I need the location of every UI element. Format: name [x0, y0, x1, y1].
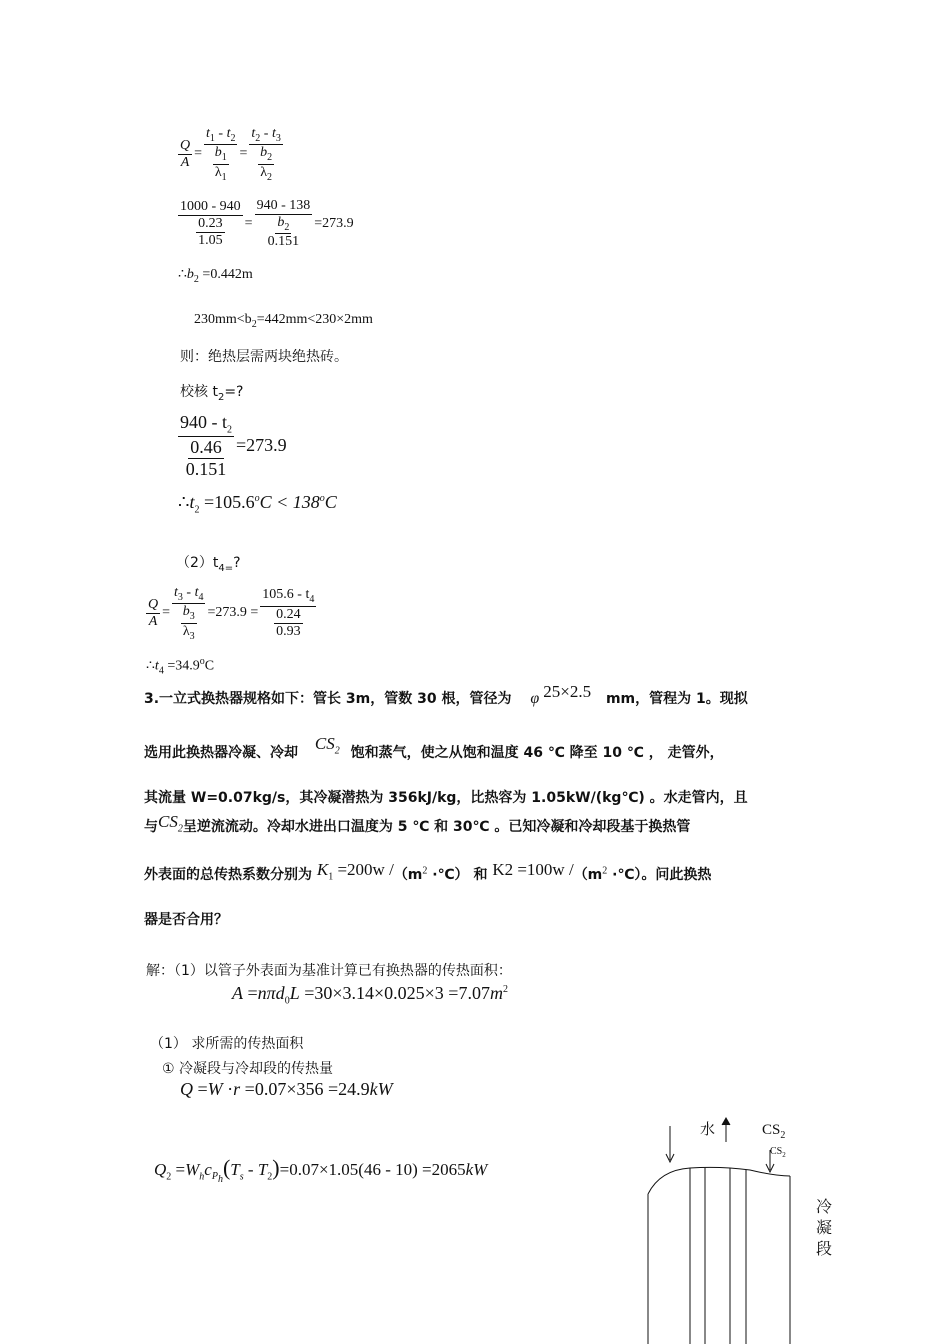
sub: 3 — [189, 611, 195, 623]
problem-line-2 — [144, 734, 824, 764]
condensing-section-label — [816, 1196, 832, 1259]
t3-symbol: t — [271, 126, 276, 141]
problem-text: 外表面的总传热系数分别为 — [144, 867, 312, 883]
numerator: 105.6 - t — [262, 587, 310, 603]
sub: 2 — [255, 132, 261, 144]
check-text-rest: =? — [224, 384, 244, 400]
sub: 2 — [334, 745, 340, 757]
comparison-text-a: 230mm<b — [194, 312, 252, 327]
phi-symbol: φ — [530, 690, 540, 707]
result-value: =273.9 — [314, 216, 354, 232]
q-value: =0.07×356 =24.9 — [244, 1079, 370, 1099]
check-text: 校核 t — [180, 384, 218, 400]
a-symbol: A — [148, 613, 158, 629]
unit: C — [204, 658, 215, 674]
problem-line-3: 其流量 W=0.07kg/s，其冷凝潜热为 356kJ/kg，比热容为 1.05kW/(kg℃) 。水走管内，且 — [144, 790, 748, 806]
unit: ·℃） — [607, 867, 642, 883]
a-symbol: A — [180, 154, 190, 170]
t4-symbol: t — [194, 585, 199, 600]
equation-t4-result: $\therefore t_4 =34.9^oC$ — [146, 656, 215, 677]
sub: 2 — [284, 221, 290, 233]
problem-line-6: 器是否合用？ — [144, 912, 228, 928]
conductivity-1: 1.05 — [198, 233, 223, 249]
step1-heading: （1） 求所需的传热面积 — [150, 1036, 304, 1052]
water-label: 水 — [700, 1120, 716, 1138]
unit: （m — [393, 867, 423, 883]
cs2-text: CS — [770, 1146, 783, 1157]
conductivity: 0.93 — [276, 623, 301, 639]
problem-text: 和 — [473, 867, 488, 883]
pipe-dimension: 25×2.5 — [543, 682, 592, 701]
sub: 1 — [328, 871, 334, 883]
part2-rest: ? — [233, 555, 241, 571]
b2-value: =0.442m — [202, 267, 253, 282]
thickness: 0.46 — [190, 437, 222, 458]
q-symbol: Q — [178, 138, 192, 155]
comparison-text-b: =442mm<230×2mm — [256, 312, 373, 327]
thickness-1: 0.23 — [196, 216, 225, 233]
problem-text: 与 — [144, 819, 158, 835]
t2-symbol: t — [226, 126, 231, 141]
area-value: =30×3.14×0.025×3 =7.07 — [304, 983, 490, 1003]
conductivity-2: 0.151 — [267, 234, 300, 250]
problem-line-4 — [144, 812, 824, 838]
t2-symbol: t — [251, 126, 256, 141]
problem-text: mm，管程为 1。现拟 — [605, 691, 748, 707]
unit: （m — [573, 867, 603, 883]
conductivity: 0.151 — [185, 458, 227, 479]
sub: 1 — [221, 152, 227, 164]
result-value: =273.9 — [236, 435, 287, 456]
sub: 3 — [275, 132, 281, 144]
middle-value: =273.9 = — [207, 605, 259, 621]
thickness: 0.24 — [274, 607, 303, 624]
sub: 4 — [198, 591, 204, 603]
solution-intro: 解：（1）以管子外表面为基准计算已有换热器的传热面积： — [146, 963, 512, 979]
numerator: 940 - t — [180, 412, 227, 432]
side-char: 冷 — [816, 1197, 833, 1216]
equation-b2-result: $\therefore b_2 =0.442m$ — [178, 267, 253, 285]
sub: 2 — [251, 318, 257, 330]
cs2-main-label — [762, 1122, 785, 1141]
sub: 1 — [221, 171, 227, 183]
q-equation: Q =W ·r =0.07×356 =24.9kW — [180, 1079, 393, 1099]
q2-value: =0.07×1.05(46 - 10) =2065 — [279, 1160, 466, 1179]
problem-line-5: 外表面的总传热系数分别为 $K_1 =200w$ $/(m^2$ ·℃） 和 K2 =100w $/(m^2$ ·℃）。问此换热 — [144, 860, 712, 883]
b2-symbol: b — [260, 145, 268, 161]
lambda2-symbol: λ — [260, 164, 267, 180]
sub: 2 — [780, 1130, 786, 1141]
q-symbol: Q — [146, 597, 160, 614]
b2-symbol: b — [277, 215, 285, 231]
t4-value: =34.9 — [167, 658, 200, 674]
problem-text: 选用此换热器冷凝、冷却 — [144, 745, 298, 761]
cs2-small-label — [770, 1146, 786, 1159]
step1a-heading: ① 冷凝段与冷却段的传热量 — [162, 1061, 334, 1077]
part2-label: （2）t — [176, 555, 219, 571]
part2-heading — [176, 552, 241, 574]
b3-symbol: b — [182, 604, 190, 620]
side-char: 凝 — [816, 1218, 833, 1237]
sub: 2 — [782, 1151, 786, 1159]
t2-comparison: C < 138 — [259, 492, 320, 512]
t3-symbol: t — [174, 585, 178, 600]
numerator-1: 1000 - 940 — [178, 199, 243, 216]
unit: ·℃） — [427, 867, 469, 883]
sub: 4= — [218, 562, 234, 574]
equation-heat-flux: $\frac{Q}{A}$ = $\frac{t_1 - t_2}{\frac{b_1}{\lambda_1}}$ = $\frac{t_2 - t_3}{\frac{b_2}{\lambda_2}}$ — [180, 126, 281, 183]
problem-text: 饱和蒸气，使之从饱和温度 46 ℃ 降至 10 ℃ ， 走管外， — [350, 745, 724, 761]
area-equation: $A =n\pi d_0L =30\times 3.14\times 0.025\times 3 =7.07m^2$ — [232, 983, 508, 1007]
cs2-text: CS — [762, 1122, 781, 1138]
side-char: 段 — [816, 1239, 833, 1258]
q2-unit: kW — [465, 1160, 488, 1179]
sub: 4 — [309, 594, 315, 605]
sub: 2 — [227, 424, 232, 436]
thickness-comparison — [194, 312, 373, 330]
k1-symbol: K — [316, 860, 329, 879]
lambda1-symbol: λ — [214, 164, 222, 180]
equation-t4: $\frac{Q}{A}$ = $\frac{t_3 - t_4}{\frac{b_3}{\lambda_3}}$ =273.9 = $\frac{105.6 - t_4}{\frac{0.24}{0.93}}$ — [148, 585, 315, 642]
shell-top-curve — [648, 1167, 790, 1194]
sub: 3 — [177, 591, 183, 603]
k2-value: K2 =100w / — [492, 860, 574, 879]
cs2-symbol: CS — [158, 812, 178, 831]
t2-value: =105.6 — [203, 492, 255, 512]
arrow-head-icon — [722, 1118, 730, 1125]
cs2-symbol: CS — [314, 734, 335, 753]
check-line — [180, 381, 244, 403]
q-unit: kW — [369, 1079, 393, 1099]
sub: 1 — [209, 132, 215, 144]
numerator-2: 940 - 138 — [255, 198, 313, 215]
unit: C — [324, 492, 337, 512]
q2-equation: $Q_2 =W_hc_{P_h}(T_s - T_2)=0.07\times 1.05(46 - 10) =2065kW$ — [154, 1155, 488, 1186]
sub: 2 — [267, 152, 273, 164]
equation-t2-result: $\therefore t_2 =105.6^oC < 138^oC$ — [178, 492, 337, 516]
sub: 3 — [189, 630, 195, 642]
t1-symbol: t — [206, 126, 210, 141]
problem-text: 。问此换热 — [641, 867, 712, 883]
sub: 2 — [267, 171, 272, 183]
conclusion-line: 则：绝热层需两块绝热砖。 — [180, 349, 348, 365]
problem-text: 呈逆流流动。冷却水进出口温度为 5 ℃ 和 30℃ 。已知冷凝和冷却段基于换热管 — [182, 819, 691, 835]
k1-value: =200w / — [337, 860, 394, 879]
problem-text: 3.一立式换热器规格如下：管长 3m，管数 30 根，管径为 — [144, 691, 512, 707]
sub: 2 — [217, 391, 225, 403]
equation-check-t2 — [178, 412, 287, 479]
sub: 2 — [177, 823, 183, 835]
b1-symbol: b — [214, 145, 222, 161]
lambda3-symbol: λ — [182, 623, 190, 639]
sub: 2 — [230, 132, 236, 144]
equation-numeric-b2: $\frac{1000 - 940}{\frac{0.23}{1.05}}$ = $\frac{940 - 138}{\frac{b_2}{0.151}}$ =273.9 — [180, 198, 354, 250]
problem-line-1 — [144, 682, 824, 708]
